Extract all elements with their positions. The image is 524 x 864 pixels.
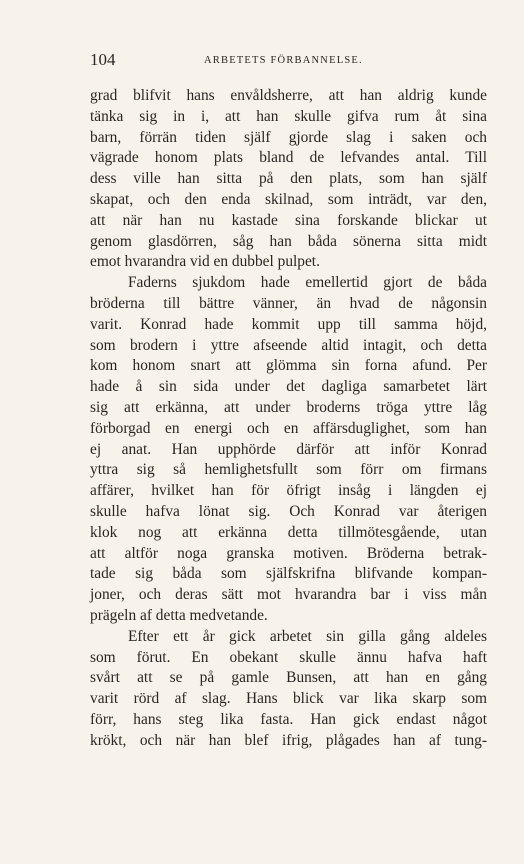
text-line: tänka sig in i, att han skulle gifva rum åt sina xyxy=(90,107,487,125)
text-line: dess ville han sitta på den plats, som han själf xyxy=(90,170,487,188)
text-line: krökt, och när han blef ifrig, plågades han af tung- xyxy=(90,731,487,749)
text-line: kom honom snart att glömma sin forna afund. Per xyxy=(90,357,487,375)
text-line: Efter ett år gick arbetet sin gilla gång aldeles xyxy=(128,627,487,645)
text-line: affärer, hvilket han för öfrigt insåg i längden ej xyxy=(90,482,487,500)
text-line: joner, och deras sätt mot hvarandra bar i viss mån xyxy=(90,586,487,604)
text-line: varit rörd af slag. Hans blick var lika skarp som xyxy=(90,690,487,708)
text-line: att när han nu kastade sina forskande blickar ut xyxy=(90,211,487,229)
text-line: att altför noga granska motiven. Bröderna betrak- xyxy=(90,544,487,562)
body-text xyxy=(90,86,487,752)
text-line: klok nog att erkänna detta tillmötesgående, utan xyxy=(90,523,487,541)
text-line: barn, förrän tiden själf gjorde slag i saken och xyxy=(90,128,487,146)
text-line: vägrade honom plats bland de lefvandes antal. Till xyxy=(90,149,487,167)
text-line: tade sig båda som själfskrifna blifvande kompan- xyxy=(90,565,487,583)
text-line: yttra sig så hemlighetsfullt som förr om firmans xyxy=(90,461,487,479)
page-header xyxy=(90,50,488,72)
text-line: grad blifvit hans envåldsherre, att han aldrig kunde xyxy=(90,87,487,104)
text-line: prägeln af detta medvetande. xyxy=(90,606,268,624)
text-line: förr, hans steg lika fasta. Han gick endast något xyxy=(90,710,487,728)
text-line: skulle hafva lönat sig. Och Konrad var återigen xyxy=(90,502,487,520)
text-line: emot hvarandra vid en dubbel pulpet. xyxy=(90,253,320,271)
text-line: bröderna till bättre vänner, än hvad de någonsin xyxy=(90,294,487,312)
text-line: sig att erkänna, att under broderns tröga yttre låg xyxy=(90,398,487,416)
text-line: som förut. En obekant skulle ännu hafva haft xyxy=(90,648,487,666)
text-line: som brodern i yttre afseende altid intagit, och detta xyxy=(90,336,487,354)
text-line: hade å sin sida under det dagliga samarbetet lärt xyxy=(90,378,487,396)
text-line: svårt att se på gamle Bunsen, att han en gång xyxy=(90,669,487,687)
text-line: skapat, och den enda skilnad, som inträdt, var den, xyxy=(90,190,487,208)
text-line: ej anat. Han upphörde därför att inför Konrad xyxy=(90,440,487,458)
running-head: ARBETETS FÖRBANNELSE. xyxy=(204,55,363,66)
text-line: varit. Konrad hade kommit upp till samma höjd, xyxy=(90,315,487,333)
page-number: 104 xyxy=(90,50,116,69)
text-line: genom glasdörren, såg han båda sönerna sitta midt xyxy=(90,232,487,250)
text-line: Faderns sjukdom hade emellertid gjort de båda xyxy=(128,274,487,292)
text-line: förborgad en energi och en affärsduglighet, som han xyxy=(90,419,487,437)
